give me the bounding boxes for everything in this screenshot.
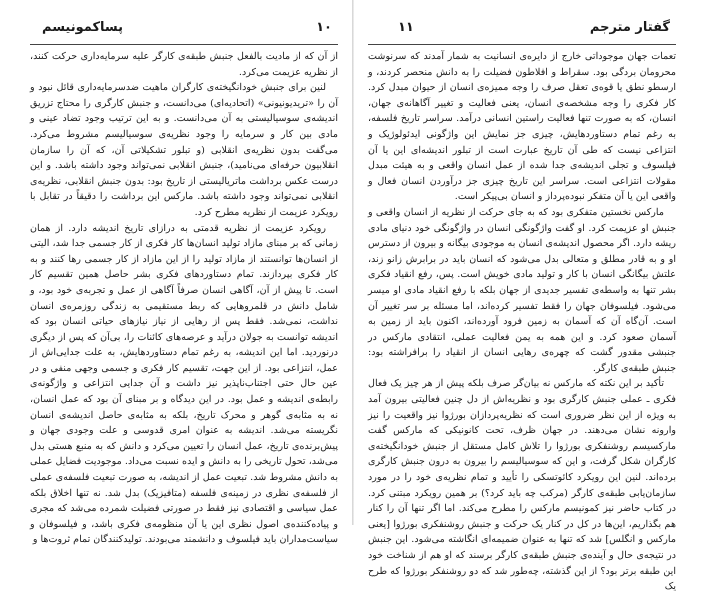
paragraph: از آن که از مادیت بالفعل جنبش طبقه‌ی کارگر علیه سرمایه‌داری حرکت کنند، از نظریه عزیمت می‌کرد. (30, 51, 338, 78)
left-page (0, 0, 352, 546)
right-page (354, 0, 706, 593)
running-title: گفتار مترجم (589, 20, 670, 35)
running-title: پساکمونیسم (42, 20, 124, 35)
page-number: ۱۱ (398, 20, 414, 35)
page-header (30, 10, 338, 45)
paragraph: مارکس نخستین متفکری بود که به جای حرکت از نظریه از انسان واقعی و جنبش او عزیمت کرد. او گفت واژگونگی انسان در واژگونگی خود دنیای مادی ریشه دارد. اگر محصول اندیشه‌ی انسان به موجودی بیگانه و بیرون از دسترس او و به قادر مطلق و متعالی بدل می‌شود که انسان باید در برابرش زانو زند، علتش بیگانگی انسان با کار و تولید مادی خویش است. پس، رفع انقیاد فکری بشر تنها به واسطه‌ی تفسیر جدیدی از جهان بلکه با رفع انقیاد مادی او میسر می‌شود. فیلسوفان جهان را فقط تفسیر کرده‌اند، اما مسئله بر سر تغییر آن است. آن‌گاه آن که آسمان به زمین فرود آورده‌اند، اکنون باید از زمین به آسمان صعود کرد. و این همه به یمن فعالیت عملی، انتقادی مارکس در جنبشی مقدور گشت که چهره‌ی رهایی انسان از انقیاد را برافراشته بود: جنبش طبقه‌ی کارگر. (368, 206, 676, 374)
page-header (368, 10, 676, 45)
page-number: ۱۰ (316, 20, 332, 35)
paragraph: تأکید بر این نکته که مارکس نه بیان‌گر صرف بلکه پیش از هر چیز یک فعال فکری ـ عملی جنبش کارگری بود و نظریه‌اش از دل چنین فعالیتی بیرون آمد به ویژه از این نظر ضروری است که نظریه‌پردازان بورژوا نیز واقعیت را نیز وارونه نشان می‌دهند. در جهان ظرف، تحت کانونیکی که مارکس گفت مارکسیسم روشنفکری بورژوا را تلاش کامل مستقل از جنبش خودانگیخته‌ی کارگران شکل گرفت، و این که سوسیالیسم را بیرون به درون جنبش کارگری برده‌اند. لنین این رویکرد کائوتسکی را تأیید و تمام نظریه‌ی خود را در مورد سازمان‌یابی طبقه‌ی کارگر (مرکب چه باید کرد؟) بر همین رویکرد مبتنی کرد. در کتاب حاضر نیز کمونیسم مارکس را مطرح می‌کند. اما اگر تنها آن را کنار هم بگذاریم، این‌ها در کل در کنار یک حرکت و جنبش روشنفکری بورژوا [یعنی مارکس و انگلس] شد که تنها به عنوان ضمیمه‌ای انگاشته می‌شود. این جنبش در نتیجه‌ی حال و آینده‌ی جنبش طبقه‌ی کارگر برسند که او هم از شناخت خود این طبقه برتر بود؟ از این گذشته، چه‌طور شد که دو روشنفکر بورژوا که طرح یک (368, 378, 676, 593)
paragraph: لنین برای جنبش خودانگیخته‌ی کارگران ماهیت ضدسرمایه‌داری قائل نبود و آن را «تریدیونیونی» (اتحادیه‌ای) می‌دانست، و جنبش کارگری را محتاج تزریق اندیشه‌ی سوسیالیستی به آن می‌دانست. و به این ترتیب وجود تضاد عینی و مادی بین کار و سرمایه را وجود نظریه‌ی سوسیالیسم مشروط می‌کرد. می‌گفت بدون نظریه‌ی انقلابی (و تبلور تشکیلاتی آن، که آن را سازمان انقلابیون حرفه‌ای می‌نامید)، جنبش انقلابی نمی‌تواند وجود داشته باشد. و این درست عکس برداشت ماتریالیستی از تاریخ بود: بدون جنبش انقلابی، نظریه‌ی انقلابی نمی‌تواند وجود داشته باشد. مارکس این برداشت را دقیقاً در تقابل با رویکرد عزیمت از نظریه مطرح کرد. (30, 82, 338, 218)
paragraph: تعمات جهان موجوداتی خارج از دایره‌ی انسانیت به شمار آمدند که سرنوشت محرومان بردگی بود. سقراط و افلاطون فضیلت را به دانش منحصر کردند، و ارسطو نطق یا قوه‌ی تعقل صرف را وجه ممیزه‌ی انسان از حیوان مبدل کرد. کار فکری را وجه مشخصه‌ی انسان، یعنی فعالیت و تغییر آگاهانه‌ی جهان، انسان، که به صورت تنها فعالیت راستین انسانی درآمد. سراسر تاریخ فلسفه، به رغم تمام دستاوردهایش، چیزی جز نمایش این واژگونی ایدئولوژیک و انتزاعی نیست که طی آن تاریخ عبارت است از تبلور اندیشه‌ای این یا آن فیلسوف و تجلی اندیشه‌ی جدا شده از عمل انسان واقعی و به هیئت مبدل مقولات انتزاعی است. سراسر این تاریخ چیزی جز درآوردن انسان فعال و واقعی این یا آن متفکر نبوده‌پرداز و انسان بی‌پیکر است. (368, 51, 676, 203)
paragraph: رویکرد عزیمت از نظریه قدمتی به درازای تاریخ اندیشه دارد. از همان زمانی که بر مبنای مازاد تولید انسان‌ها کار فکری از کار جسمی جدا شد، الیتی از انسان‌ها توانستند از مازاد تولید را از این مازاد از کار جسمی رها کنند و به کار فکری بپردازند. تمام دستاوردهای فکری بشر حاصل همین تقسیم کار است. تا پیش از آن، آگاهی انسان صرفاً آگاهی از عمل و تجربه‌ی خود بود، و شامل دانش در قلمروهایی که ربط مستقیمی به زندگی روزمره‌ی انسان نداشت، نمی‌شد. فقط پس از رهایی از نیاز نیازهای حیاتی انسان بود که اندیشه توانست به جولان درآید و عرصه‌های کائنات را، بی‌آن که پس از دیگری درنوردید. اما این اندیشه، به رغم تمام دستاوردهایش، به علت جدایی‌اش از عمل، انتزاعی بود. از این جهت، تقسیم کار فکری و جسمی وجهی منفی و در عین حال حتی اجتناب‌ناپذیر نیز داشت و آن جدایی انتزاعی و واژگونه‌ی رابطه‌ی اندیشه و عمل بود. در این دیدگاه و بر مبنای آن بود که عمل انسان، نه به مثابه‌ی گوهر و محرک تاریخ، بلکه به مثابه‌ی حاصل اندیشه‌ی انسان نگریسته می‌شد. اندیشه به عنوان امری قدوسی و علت وجودی جهان و پیش‌برنده‌ی تاریخ، عمل انسان را تعیین می‌کرد و دانش که به منبع هستی بدل می‌شد، تحول تاریخی را به دانش و ایده نسبت می‌داد. موجودیت فضایل عملی به دانش مشروط شد. تبعیت عمل از اندیشه، به صورت تبعیت فلسفه‌ی عملی از فلسفه‌ی نظری در زمینه‌ی فلسفه (متافیزیک) بدل شد. نه تنها اخلاق بلکه عمل سیاسی و اقتصادی نیز فقط در صورتی فضیلت شمرده می‌شد که مجری و پیاده‌کننده‌ی اصول نظری این یا آن منظومه‌ی فکری باشد، و فیلسوفان و سیاست‌مداران باید فیلسوف و دانشمند می‌بودند. تولیدکنندگان تمام ثروت‌ها و (30, 222, 338, 546)
